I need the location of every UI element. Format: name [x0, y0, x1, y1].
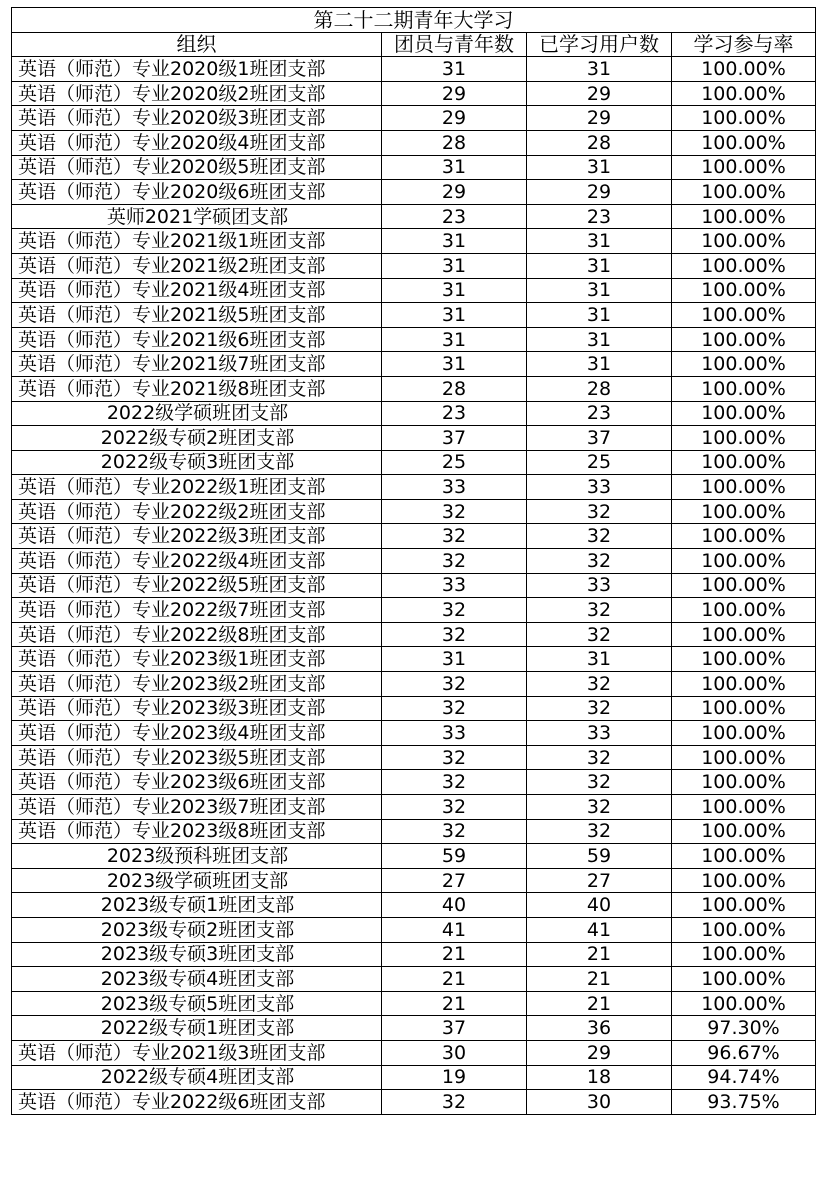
- organization-cell: 英语（师范）专业2023级1班团支部: [12, 647, 382, 672]
- participation-rate-cell: 100.00%: [672, 647, 816, 672]
- members-cell: 31: [382, 57, 527, 82]
- learned-users-cell: 41: [527, 917, 672, 942]
- members-cell: 19: [382, 1065, 527, 1090]
- table-row: [12, 401, 816, 426]
- participation-rate-cell: 100.00%: [672, 991, 816, 1016]
- table-row: [12, 770, 816, 795]
- members-cell: 31: [382, 327, 527, 352]
- members-cell: 31: [382, 229, 527, 254]
- learned-users-cell: 33: [527, 573, 672, 598]
- table-row: [12, 967, 816, 992]
- participation-rate-cell: 100.00%: [672, 622, 816, 647]
- members-cell: 31: [382, 278, 527, 303]
- learned-users-cell: 29: [527, 1040, 672, 1065]
- table-row: [12, 180, 816, 205]
- organization-cell: 英语（师范）专业2023级7班团支部: [12, 795, 382, 820]
- table-row: [12, 524, 816, 549]
- organization-cell: 英语（师范）专业2022级6班团支部: [12, 1090, 382, 1115]
- members-cell: 32: [382, 524, 527, 549]
- table-row: [12, 106, 816, 131]
- members-cell: 31: [382, 303, 527, 328]
- table-row: [12, 721, 816, 746]
- learned-users-cell: 29: [527, 106, 672, 131]
- participation-rate-cell: 100.00%: [672, 204, 816, 229]
- title-row: [12, 8, 816, 33]
- table-row: [12, 893, 816, 918]
- members-cell: 32: [382, 672, 527, 697]
- table-row: [12, 917, 816, 942]
- table-row: [12, 1040, 816, 1065]
- participation-rate-cell: 100.00%: [672, 376, 816, 401]
- participation-rate-cell: 100.00%: [672, 770, 816, 795]
- participation-rate-cell: 100.00%: [672, 524, 816, 549]
- learned-users-cell: 59: [527, 844, 672, 869]
- participation-rate-cell: 100.00%: [672, 278, 816, 303]
- organization-cell: 英语（师范）专业2020级1班团支部: [12, 57, 382, 82]
- members-cell: 30: [382, 1040, 527, 1065]
- members-cell: 32: [382, 499, 527, 524]
- learned-users-cell: 32: [527, 622, 672, 647]
- table-row: [12, 81, 816, 106]
- members-cell: 32: [382, 549, 527, 574]
- column-header-participation-rate: 学习参与率: [672, 32, 816, 57]
- organization-cell: 英语（师范）专业2020级6班团支部: [12, 180, 382, 205]
- members-cell: 32: [382, 598, 527, 623]
- learned-users-cell: 33: [527, 475, 672, 500]
- learned-users-cell: 31: [527, 229, 672, 254]
- participation-rate-cell: 100.00%: [672, 745, 816, 770]
- participation-rate-cell: 94.74%: [672, 1065, 816, 1090]
- learned-users-cell: 31: [527, 57, 672, 82]
- participation-rate-cell: 100.00%: [672, 450, 816, 475]
- table-row: [12, 499, 816, 524]
- members-cell: 31: [382, 352, 527, 377]
- table-row: [12, 868, 816, 893]
- organization-cell: 英语（师范）专业2021级2班团支部: [12, 253, 382, 278]
- table-row: [12, 253, 816, 278]
- table-row: [12, 57, 816, 82]
- participation-rate-cell: 93.75%: [672, 1090, 816, 1115]
- table-row: [12, 327, 816, 352]
- members-cell: 31: [382, 253, 527, 278]
- organization-cell: 英语（师范）专业2022级4班团支部: [12, 549, 382, 574]
- members-cell: 29: [382, 106, 527, 131]
- learned-users-cell: 25: [527, 450, 672, 475]
- table-row: [12, 622, 816, 647]
- members-cell: 33: [382, 721, 527, 746]
- learned-users-cell: 31: [527, 327, 672, 352]
- members-cell: 37: [382, 426, 527, 451]
- participation-rate-cell: 100.00%: [672, 475, 816, 500]
- members-cell: 25: [382, 450, 527, 475]
- members-cell: 59: [382, 844, 527, 869]
- learned-users-cell: 31: [527, 647, 672, 672]
- members-cell: 31: [382, 155, 527, 180]
- table-row: [12, 1016, 816, 1041]
- participation-rate-cell: 100.00%: [672, 942, 816, 967]
- organization-cell: 2022级专硕2班团支部: [12, 426, 382, 451]
- table-row: [12, 1065, 816, 1090]
- participation-rate-cell: 100.00%: [672, 57, 816, 82]
- learned-users-cell: 28: [527, 376, 672, 401]
- learned-users-cell: 32: [527, 745, 672, 770]
- learned-users-cell: 23: [527, 401, 672, 426]
- table-row: [12, 450, 816, 475]
- table-row: [12, 991, 816, 1016]
- participation-rate-cell: 100.00%: [672, 426, 816, 451]
- organization-cell: 英语（师范）专业2020级4班团支部: [12, 130, 382, 155]
- organization-cell: 英语（师范）专业2023级8班团支部: [12, 819, 382, 844]
- learned-users-cell: 32: [527, 598, 672, 623]
- participation-rate-cell: 100.00%: [672, 352, 816, 377]
- table-title: 第二十二期青年大学习: [12, 8, 816, 33]
- participation-rate-cell: 100.00%: [672, 180, 816, 205]
- members-cell: 32: [382, 622, 527, 647]
- members-cell: 23: [382, 401, 527, 426]
- members-cell: 23: [382, 204, 527, 229]
- organization-cell: 英语（师范）专业2021级6班团支部: [12, 327, 382, 352]
- organization-cell: 2023级专硕1班团支部: [12, 893, 382, 918]
- participation-rate-cell: 100.00%: [672, 721, 816, 746]
- table-row: [12, 696, 816, 721]
- participation-rate-cell: 100.00%: [672, 868, 816, 893]
- participation-rate-cell: 100.00%: [672, 917, 816, 942]
- organization-cell: 英语（师范）专业2022级3班团支部: [12, 524, 382, 549]
- learned-users-cell: 31: [527, 303, 672, 328]
- members-cell: 21: [382, 991, 527, 1016]
- members-cell: 32: [382, 819, 527, 844]
- members-cell: 28: [382, 130, 527, 155]
- organization-cell: 2022级专硕3班团支部: [12, 450, 382, 475]
- organization-cell: 英语（师范）专业2020级5班团支部: [12, 155, 382, 180]
- participation-rate-cell: 100.00%: [672, 130, 816, 155]
- organization-cell: 2023级专硕4班团支部: [12, 967, 382, 992]
- learned-users-cell: 18: [527, 1065, 672, 1090]
- learned-users-cell: 37: [527, 426, 672, 451]
- members-cell: 33: [382, 475, 527, 500]
- organization-cell: 英语（师范）专业2021级8班团支部: [12, 376, 382, 401]
- members-cell: 29: [382, 81, 527, 106]
- members-cell: 31: [382, 647, 527, 672]
- organization-cell: 2023级专硕5班团支部: [12, 991, 382, 1016]
- learned-users-cell: 30: [527, 1090, 672, 1115]
- organization-cell: 2022级专硕4班团支部: [12, 1065, 382, 1090]
- learned-users-cell: 32: [527, 819, 672, 844]
- organization-cell: 英语（师范）专业2020级2班团支部: [12, 81, 382, 106]
- table-row: [12, 549, 816, 574]
- participation-rate-cell: 100.00%: [672, 598, 816, 623]
- organization-cell: 英语（师范）专业2021级1班团支部: [12, 229, 382, 254]
- learned-users-cell: 31: [527, 278, 672, 303]
- participation-rate-cell: 97.30%: [672, 1016, 816, 1041]
- organization-cell: 2023级学硕班团支部: [12, 868, 382, 893]
- learned-users-cell: 32: [527, 696, 672, 721]
- participation-rate-cell: 100.00%: [672, 819, 816, 844]
- participation-rate-cell: 100.00%: [672, 327, 816, 352]
- organization-cell: 2022级专硕1班团支部: [12, 1016, 382, 1041]
- participation-rate-cell: 100.00%: [672, 155, 816, 180]
- table-row: [12, 598, 816, 623]
- organization-cell: 英语（师范）专业2021级4班团支部: [12, 278, 382, 303]
- organization-cell: 英语（师范）专业2021级7班团支部: [12, 352, 382, 377]
- members-cell: 33: [382, 573, 527, 598]
- table-row: [12, 130, 816, 155]
- learned-users-cell: 32: [527, 524, 672, 549]
- participation-rate-cell: 100.00%: [672, 253, 816, 278]
- participation-rate-cell: 100.00%: [672, 573, 816, 598]
- members-cell: 41: [382, 917, 527, 942]
- learned-users-cell: 29: [527, 180, 672, 205]
- learned-users-cell: 21: [527, 942, 672, 967]
- table-row: [12, 672, 816, 697]
- organization-cell: 2023级专硕2班团支部: [12, 917, 382, 942]
- participation-rate-cell: 100.00%: [672, 229, 816, 254]
- organization-cell: 英语（师范）专业2023级5班团支部: [12, 745, 382, 770]
- members-cell: 32: [382, 795, 527, 820]
- organization-cell: 英语（师范）专业2023级2班团支部: [12, 672, 382, 697]
- learned-users-cell: 31: [527, 352, 672, 377]
- learned-users-cell: 32: [527, 795, 672, 820]
- members-cell: 37: [382, 1016, 527, 1041]
- column-header-members: 团员与青年数: [382, 32, 527, 57]
- table-row: [12, 204, 816, 229]
- table-row: [12, 376, 816, 401]
- table-row: [12, 745, 816, 770]
- organization-cell: 英语（师范）专业2023级4班团支部: [12, 721, 382, 746]
- column-header-organization: 组织: [12, 32, 382, 57]
- members-cell: 32: [382, 770, 527, 795]
- learned-users-cell: 32: [527, 770, 672, 795]
- table-row: [12, 229, 816, 254]
- members-cell: 40: [382, 893, 527, 918]
- members-cell: 32: [382, 696, 527, 721]
- members-cell: 21: [382, 967, 527, 992]
- organization-cell: 2023级预科班团支部: [12, 844, 382, 869]
- organization-cell: 英语（师范）专业2021级5班团支部: [12, 303, 382, 328]
- table-row: [12, 1090, 816, 1115]
- participation-rate-cell: 100.00%: [672, 893, 816, 918]
- learned-users-cell: 31: [527, 155, 672, 180]
- participation-rate-cell: 100.00%: [672, 795, 816, 820]
- participation-rate-cell: 100.00%: [672, 499, 816, 524]
- organization-cell: 2022级学硕班团支部: [12, 401, 382, 426]
- column-header-learned-users: 已学习用户数: [527, 32, 672, 57]
- learned-users-cell: 32: [527, 549, 672, 574]
- members-cell: 28: [382, 376, 527, 401]
- learned-users-cell: 31: [527, 253, 672, 278]
- table-row: [12, 647, 816, 672]
- participation-rate-cell: 100.00%: [672, 106, 816, 131]
- organization-cell: 英语（师范）专业2020级3班团支部: [12, 106, 382, 131]
- organization-cell: 英语（师范）专业2023级6班团支部: [12, 770, 382, 795]
- participation-rate-cell: 96.67%: [672, 1040, 816, 1065]
- table-row: [12, 573, 816, 598]
- learned-users-cell: 36: [527, 1016, 672, 1041]
- learned-users-cell: 32: [527, 499, 672, 524]
- table-row: [12, 303, 816, 328]
- participation-rate-cell: 100.00%: [672, 549, 816, 574]
- organization-cell: 英语（师范）专业2023级3班团支部: [12, 696, 382, 721]
- organization-cell: 英语（师范）专业2022级7班团支部: [12, 598, 382, 623]
- table-row: [12, 844, 816, 869]
- participation-rate-cell: 100.00%: [672, 967, 816, 992]
- participation-rate-cell: 100.00%: [672, 401, 816, 426]
- table-row: [12, 942, 816, 967]
- learned-users-cell: 32: [527, 672, 672, 697]
- organization-cell: 2023级专硕3班团支部: [12, 942, 382, 967]
- participation-rate-cell: 100.00%: [672, 672, 816, 697]
- participation-rate-cell: 100.00%: [672, 844, 816, 869]
- participation-rate-cell: 100.00%: [672, 696, 816, 721]
- table-row: [12, 352, 816, 377]
- table-row: [12, 795, 816, 820]
- members-cell: 29: [382, 180, 527, 205]
- table-row: [12, 819, 816, 844]
- organization-cell: 英语（师范）专业2022级1班团支部: [12, 475, 382, 500]
- members-cell: 32: [382, 745, 527, 770]
- organization-cell: 英师2021学硕团支部: [12, 204, 382, 229]
- members-cell: 32: [382, 1090, 527, 1115]
- table-row: [12, 155, 816, 180]
- learned-users-cell: 21: [527, 991, 672, 1016]
- learned-users-cell: 27: [527, 868, 672, 893]
- members-cell: 21: [382, 942, 527, 967]
- participation-rate-cell: 100.00%: [672, 303, 816, 328]
- learned-users-cell: 28: [527, 130, 672, 155]
- table-row: [12, 278, 816, 303]
- organization-cell: 英语（师范）专业2022级8班团支部: [12, 622, 382, 647]
- organization-cell: 英语（师范）专业2022级5班团支部: [12, 573, 382, 598]
- table-row: [12, 426, 816, 451]
- learned-users-cell: 29: [527, 81, 672, 106]
- learned-users-cell: 23: [527, 204, 672, 229]
- header-row: [12, 32, 816, 57]
- organization-cell: 英语（师范）专业2021级3班团支部: [12, 1040, 382, 1065]
- study-participation-table: [11, 7, 816, 1115]
- learned-users-cell: 33: [527, 721, 672, 746]
- learned-users-cell: 40: [527, 893, 672, 918]
- table-row: [12, 475, 816, 500]
- members-cell: 27: [382, 868, 527, 893]
- organization-cell: 英语（师范）专业2022级2班团支部: [12, 499, 382, 524]
- participation-rate-cell: 100.00%: [672, 81, 816, 106]
- learned-users-cell: 21: [527, 967, 672, 992]
